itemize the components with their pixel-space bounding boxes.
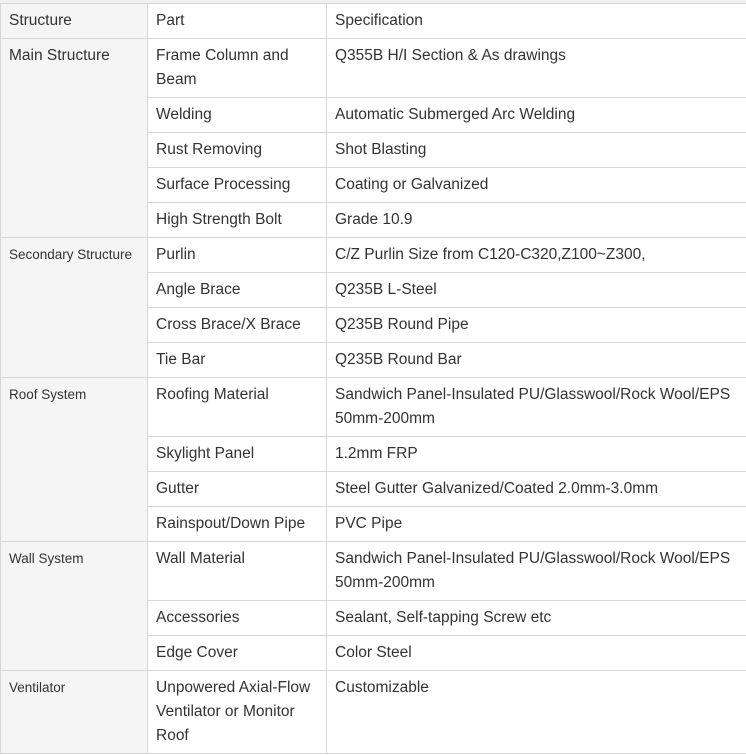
spec-cell: C/Z Purlin Size from C120-C320,Z100~Z300, [327, 238, 746, 273]
table-row [1, 542, 746, 601]
part-cell: Unpowered Axial-Flow Ventilator or Monitor Roof [148, 671, 327, 754]
structure-cell: Main Structure [1, 39, 148, 238]
part-cell: Gutter [148, 472, 327, 507]
part-cell: Angle Brace [148, 273, 327, 308]
structure-cell: Wall System [1, 542, 148, 671]
structure-cell: Roof System [1, 378, 148, 542]
spec-cell: Q235B Round Pipe [327, 308, 746, 343]
spec-cell: Q355B H/I Section & As drawings [327, 39, 746, 98]
spec-cell: Sandwich Panel-Insulated PU/Glasswool/Rock Wool/EPS 50mm-200mm [327, 542, 746, 601]
part-cell: Tie Bar [148, 343, 327, 378]
spec-cell: Customizable [327, 671, 746, 754]
spec-cell: Steel Gutter Galvanized/Coated 2.0mm-3.0mm [327, 472, 746, 507]
part-cell: Edge Cover [148, 636, 327, 671]
spec-cell: Automatic Submerged Arc Welding [327, 98, 746, 133]
spec-cell: Color Steel [327, 636, 746, 671]
spec-cell: Q235B Round Bar [327, 343, 746, 378]
table-row [1, 671, 746, 754]
part-cell: Accessories [148, 601, 327, 636]
spec-cell: Sealant, Self-tapping Screw etc [327, 601, 746, 636]
spec-cell: Coating or Galvanized [327, 168, 746, 203]
part-cell: Roofing Material [148, 378, 327, 437]
table-header-row [1, 4, 746, 39]
part-cell: Surface Processing [148, 168, 327, 203]
part-cell: Welding [148, 98, 327, 133]
table-row [1, 238, 746, 273]
part-cell: Purlin [148, 238, 327, 273]
header-specification: Specification [327, 4, 746, 39]
part-cell: Cross Brace/X Brace [148, 308, 327, 343]
part-cell: Skylight Panel [148, 437, 327, 472]
spec-cell: 1.2mm FRP [327, 437, 746, 472]
specification-table [0, 3, 746, 754]
spec-cell: PVC Pipe [327, 507, 746, 542]
part-cell: Wall Material [148, 542, 327, 601]
structure-cell: Ventilator [1, 671, 148, 754]
part-cell: Rust Removing [148, 133, 327, 168]
part-cell: Frame Column and Beam [148, 39, 327, 98]
header-structure: Structure [1, 4, 148, 39]
table-row [1, 378, 746, 437]
spec-cell: Q235B L-Steel [327, 273, 746, 308]
structure-cell: Secondary Structure [1, 238, 148, 378]
part-cell: High Strength Bolt [148, 203, 327, 238]
spec-cell: Grade 10.9 [327, 203, 746, 238]
table-row [1, 39, 746, 98]
spec-cell: Shot Blasting [327, 133, 746, 168]
spec-cell: Sandwich Panel-Insulated PU/Glasswool/Rock Wool/EPS 50mm-200mm [327, 378, 746, 437]
part-cell: Rainspout/Down Pipe [148, 507, 327, 542]
header-part: Part [148, 4, 327, 39]
